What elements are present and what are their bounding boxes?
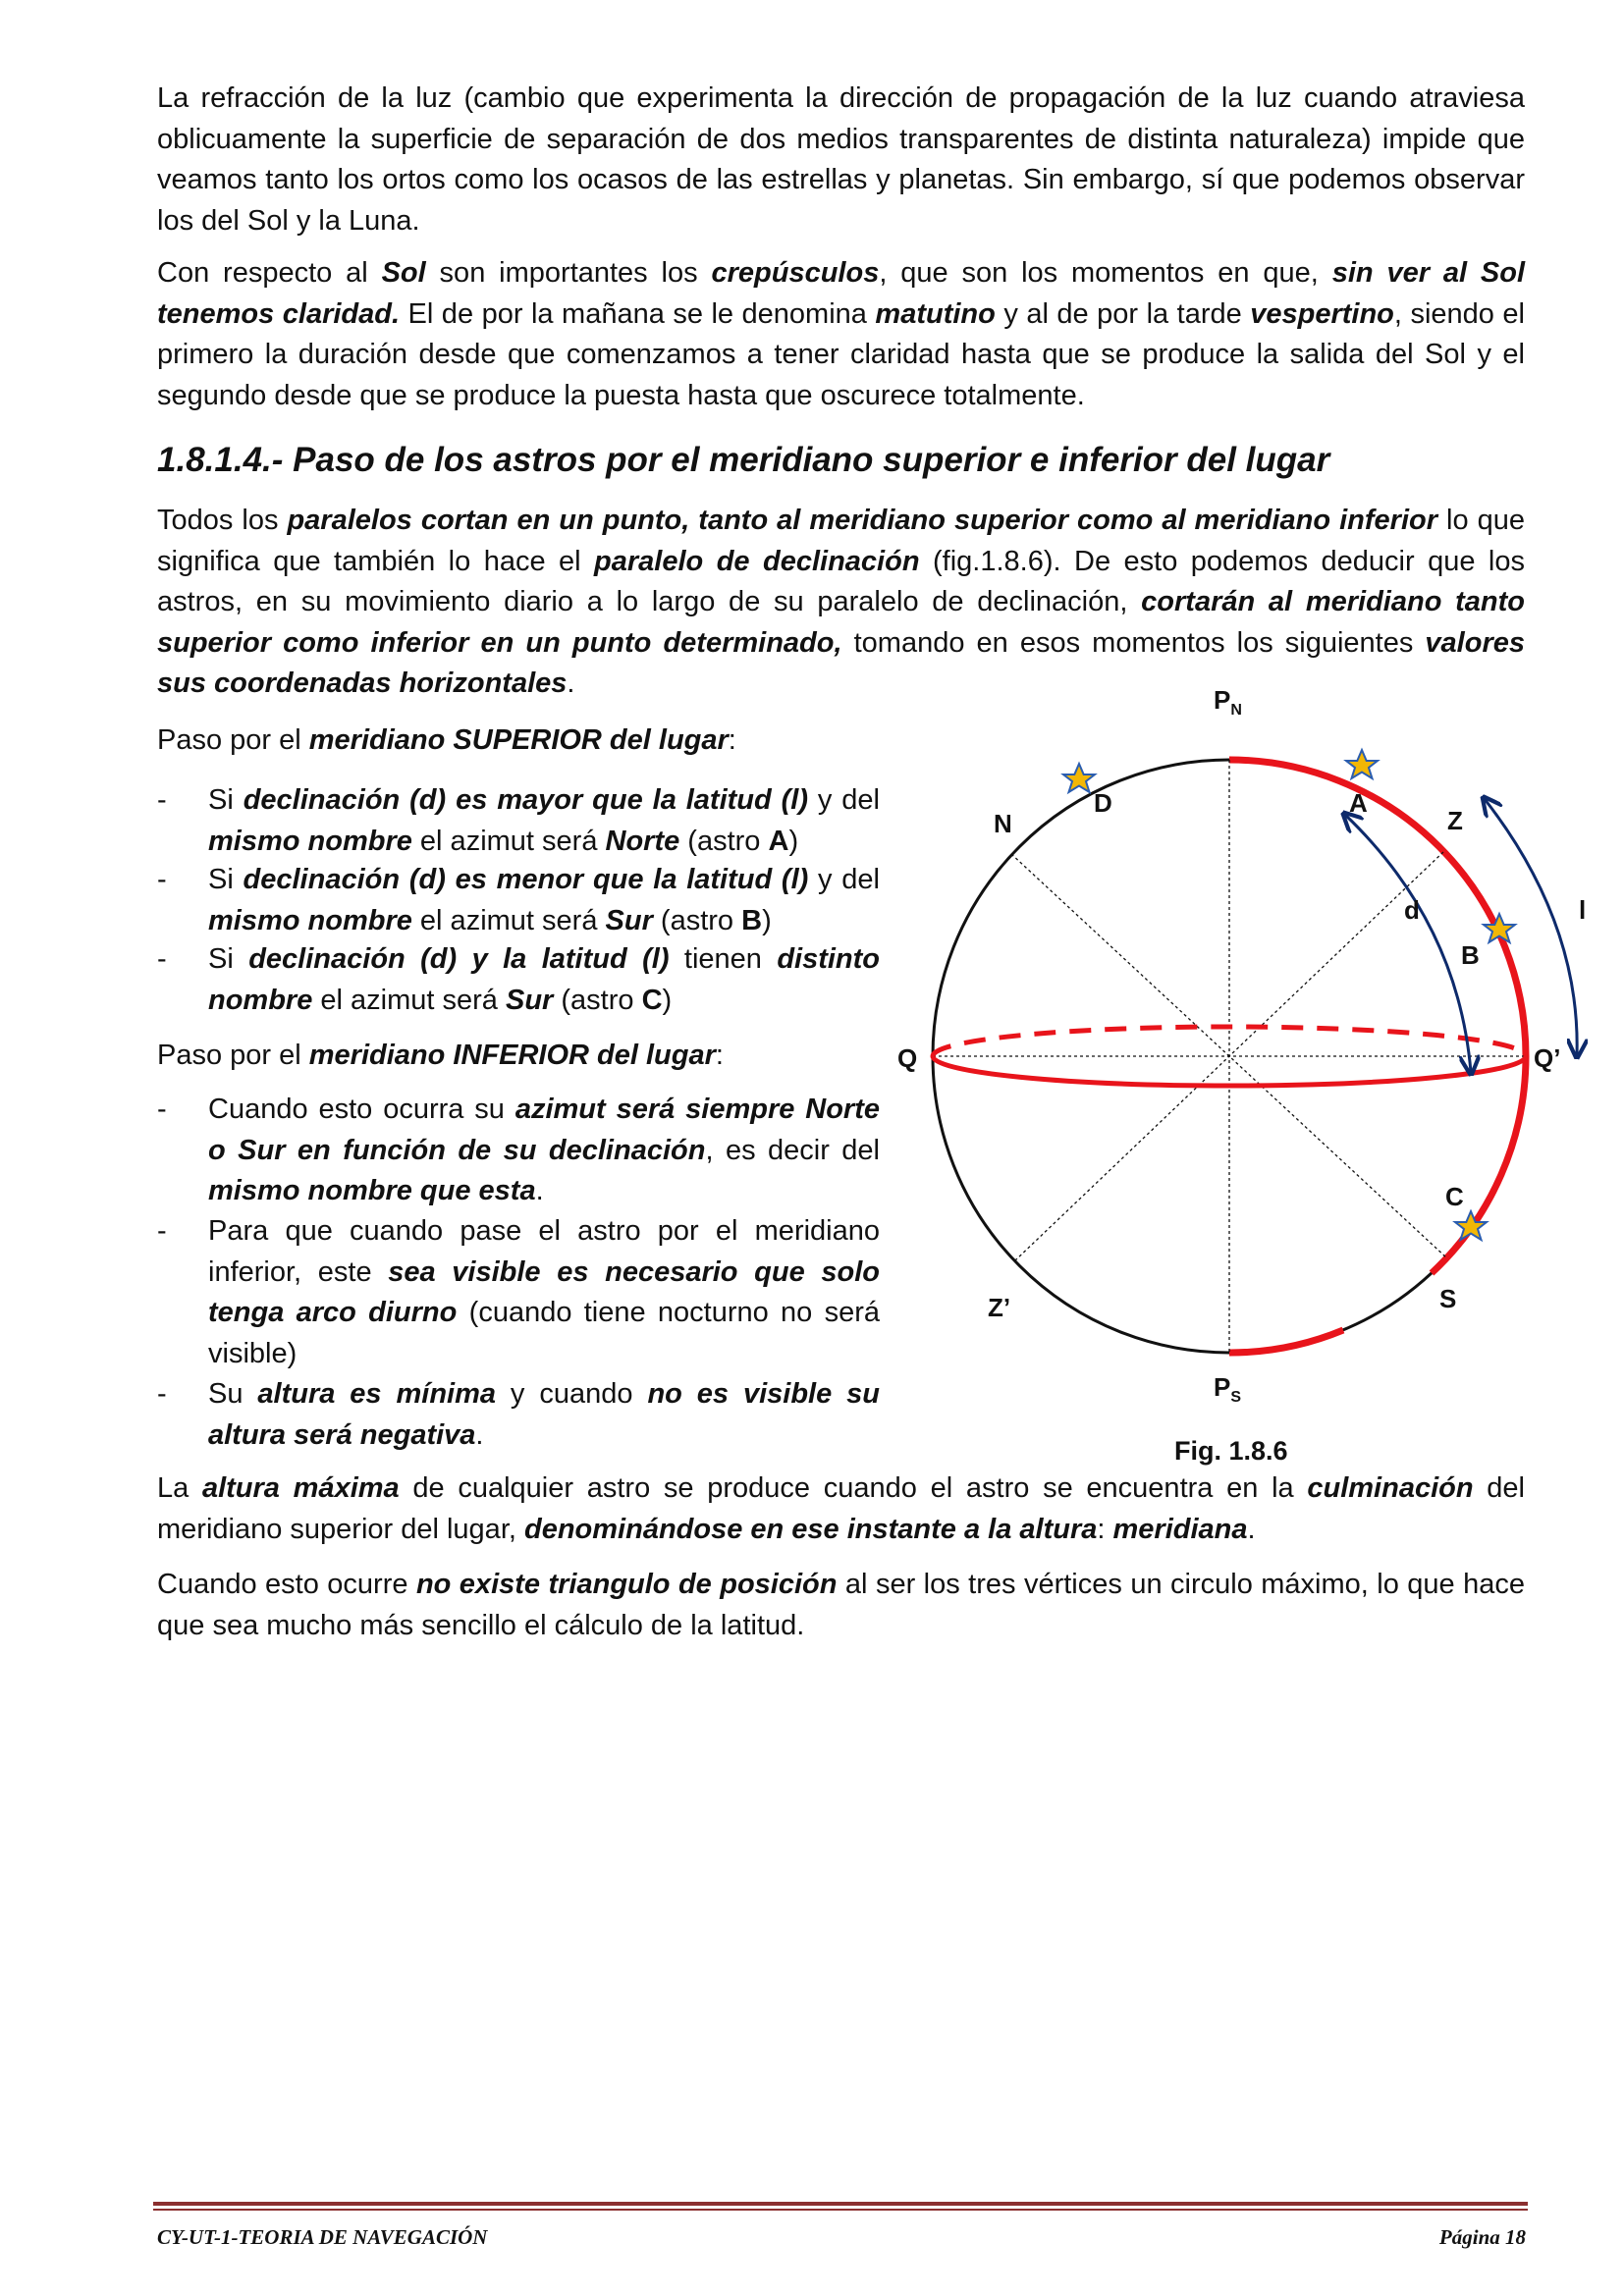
label-star-d: D xyxy=(1094,788,1112,818)
text: Si xyxy=(208,864,244,895)
label-star-b: B xyxy=(1461,940,1480,970)
emphasis: meridiano SUPERIOR del lugar xyxy=(308,724,729,756)
paragraph-triangulo xyxy=(157,1565,1525,1646)
text: Paso por el xyxy=(157,1040,309,1071)
emphasis: azimut será siempre Norte o Sur en función de su declinación xyxy=(208,1094,880,1166)
emphasis: no existe triangulo de posición xyxy=(415,1569,838,1600)
south-pole-arc xyxy=(1229,1330,1343,1353)
paragraph-paralelos xyxy=(157,501,1525,705)
text: de cualquier astro se produce cuando el astro se encuentra en la xyxy=(399,1472,1308,1504)
text: Si xyxy=(208,784,244,816)
emphasis: Sol xyxy=(381,257,426,289)
text: . xyxy=(1247,1513,1256,1545)
text: Paso por el xyxy=(157,724,309,756)
emphasis: sea visible es necesario que solo tenga arco diurno xyxy=(208,1255,880,1328)
list-item-text xyxy=(208,939,880,1021)
list-item-text xyxy=(208,1211,880,1374)
text: y al de por la tarde xyxy=(995,297,1251,330)
text: del meridiano superior del lugar, xyxy=(157,1472,1525,1545)
text: Todos los xyxy=(157,505,288,536)
text: y del xyxy=(808,784,881,816)
subheading-inferior xyxy=(157,1036,880,1077)
label-star-a: A xyxy=(1349,788,1368,818)
upper-meridian-arc xyxy=(1229,760,1526,1056)
emphasis: distinto nombre xyxy=(208,943,881,1016)
text: Con respecto al xyxy=(157,257,382,289)
list-dash: - xyxy=(157,943,167,975)
text: Cuando esto ocurre xyxy=(157,1569,416,1600)
emphasis: altura máxima xyxy=(201,1472,400,1504)
paragraph-altura-maxima xyxy=(157,1468,1525,1550)
emphasis: crepúsculos xyxy=(711,257,880,289)
footer-document-title: CY-UT-1-TEORIA DE NAVEGACIÓN xyxy=(157,2225,488,2249)
text: el azimut será xyxy=(411,825,606,857)
label-z-prime: Z’ xyxy=(988,1293,1011,1322)
emphasis: paralelo de declinación xyxy=(594,545,920,577)
list-dash: - xyxy=(157,864,167,895)
text: , es decir del xyxy=(705,1134,881,1166)
text: El de por la mañana se le denomina xyxy=(400,297,876,330)
text: (astro xyxy=(553,984,642,1016)
emphasis: declinación (d) es mayor que la latitud (l) xyxy=(243,784,808,816)
emphasis: declinación (d) y la latitud (l) xyxy=(248,943,670,975)
emphasis: vespertino xyxy=(1250,297,1394,330)
text: ) xyxy=(788,825,799,857)
label-n: N xyxy=(994,809,1012,838)
celestial-sphere-diagram xyxy=(884,677,1610,1423)
emphasis: cortarán al meridiano tanto superior como inferior en un punto determinado, xyxy=(157,586,1526,659)
emphasis: C xyxy=(641,984,663,1016)
text: Cuando esto ocurra su xyxy=(208,1094,515,1125)
footer-page-number: Página 18 xyxy=(1438,2225,1526,2249)
text: (fig.1.8.6). De esto podemos deducir que los astros, en su movimiento diario a lo largo de su paralelo de declinación, xyxy=(157,545,1525,617)
text: Su xyxy=(208,1378,258,1410)
lower-red-arc xyxy=(1432,1056,1526,1273)
text: lo que significa que también lo hace el xyxy=(157,505,1525,577)
list-item-text xyxy=(208,1374,880,1456)
list-item-text xyxy=(208,860,880,941)
list-item-text xyxy=(208,1090,880,1212)
paragraph-refraction xyxy=(157,79,1525,241)
text: el azimut será xyxy=(312,984,506,1016)
text: tienen xyxy=(669,943,778,975)
text: ) xyxy=(662,984,673,1016)
label-ps: $P_S$ xyxy=(1214,1372,1242,1406)
emphasis: denominándose en ese instante a la altura xyxy=(523,1513,1098,1545)
label-z: Z xyxy=(1447,806,1463,835)
paragraph-crepusculos xyxy=(157,253,1525,416)
emphasis: altura es mínima xyxy=(257,1378,497,1410)
emphasis: B xyxy=(741,904,763,936)
list-dash: - xyxy=(157,1378,167,1410)
footer-rule-thin xyxy=(153,2209,1528,2211)
text: son importantes los xyxy=(425,257,712,289)
emphasis: no es visible su altura será negativa xyxy=(208,1378,881,1451)
text: , siendo el primero la duración desde que comenzamos a tener claridad hasta que se produce la salida del Sol y el segundo desde que se produce la puesta hasta que oscurece totalmente. xyxy=(157,297,1525,411)
label-declination: d xyxy=(1404,895,1420,925)
emphasis: Norte xyxy=(605,825,680,857)
text: : xyxy=(1097,1513,1113,1545)
text: el azimut será xyxy=(411,904,606,936)
list-dash: - xyxy=(157,1094,167,1125)
text: Si xyxy=(208,943,249,975)
text: La xyxy=(157,1472,202,1504)
text: . xyxy=(475,1418,484,1451)
text: , que son los momentos en que, xyxy=(879,257,1332,289)
text: y cuando xyxy=(496,1378,648,1410)
emphasis: culminación xyxy=(1307,1472,1474,1504)
emphasis: mismo nombre xyxy=(208,904,412,936)
label-pn: $P_N$ xyxy=(1214,685,1242,719)
list-item-text xyxy=(208,780,880,862)
paragraph-text: La refracción de la luz (cambio que experimenta la dirección de propagación de la luz cuando atraviesa oblicuamente la superficie de separación de dos medios transparentes de distinta naturaleza) impide que veamos tanto los ortos como los ocasos de las estrellas y planetas. Sin embargo, sí que podemos observar los del Sol y la Luna. xyxy=(157,82,1525,237)
text: ) xyxy=(762,904,772,936)
emphasis: mismo nombre que esta xyxy=(208,1175,536,1206)
emphasis: mismo nombre xyxy=(208,825,412,857)
footer-rule xyxy=(153,2202,1528,2206)
emphasis: sin ver al Sol tenemos claridad. xyxy=(157,257,1526,330)
label-q: Q xyxy=(897,1043,918,1073)
figure-caption: Fig. 1.8.6 xyxy=(1174,1436,1288,1466)
emphasis: A xyxy=(768,825,789,857)
emphasis: matutino xyxy=(875,297,996,330)
list-dash: - xyxy=(157,784,167,816)
label-star-c: C xyxy=(1445,1182,1464,1211)
label-s: S xyxy=(1439,1284,1457,1313)
emphasis: valores sus coordenadas horizontales xyxy=(157,626,1525,699)
text: tomando en esos momentos los siguientes xyxy=(841,626,1426,659)
text: Para que cuando pase el astro por el meridiano inferior, este xyxy=(208,1215,880,1288)
text: : xyxy=(715,1040,724,1071)
text: (astro xyxy=(652,904,742,936)
label-q-prime: Q’ xyxy=(1534,1043,1561,1073)
subheading-superior xyxy=(157,721,880,762)
emphasis: Sur xyxy=(505,984,554,1016)
text: al ser los tres vértices un circulo máximo, lo que hace que sea mucho más sencillo el cálculo de la latitud. xyxy=(157,1569,1525,1641)
text: (astro xyxy=(679,825,769,857)
text: y del xyxy=(808,864,880,895)
text: . xyxy=(567,667,575,699)
emphasis: meridiana xyxy=(1112,1513,1248,1545)
star-d-icon xyxy=(1063,764,1095,792)
list-dash: - xyxy=(157,1215,167,1247)
text: (cuando tiene nocturno no será visible) xyxy=(208,1297,880,1369)
text: : xyxy=(728,724,736,756)
section-heading: 1.8.1.4.- Paso de los astros por el meridiano superior e inferior del lugar xyxy=(157,441,1330,479)
emphasis: paralelos cortan en un punto, tanto al meridiano superior como al meridiano inferior xyxy=(287,505,1438,536)
emphasis: declinación (d) es menor que la latitud (l) xyxy=(243,864,809,895)
emphasis: meridiano INFERIOR del lugar xyxy=(308,1040,716,1071)
text: . xyxy=(535,1175,544,1206)
label-latitude: l xyxy=(1579,895,1587,925)
star-a-icon xyxy=(1346,750,1378,778)
emphasis: Sur xyxy=(605,904,653,936)
